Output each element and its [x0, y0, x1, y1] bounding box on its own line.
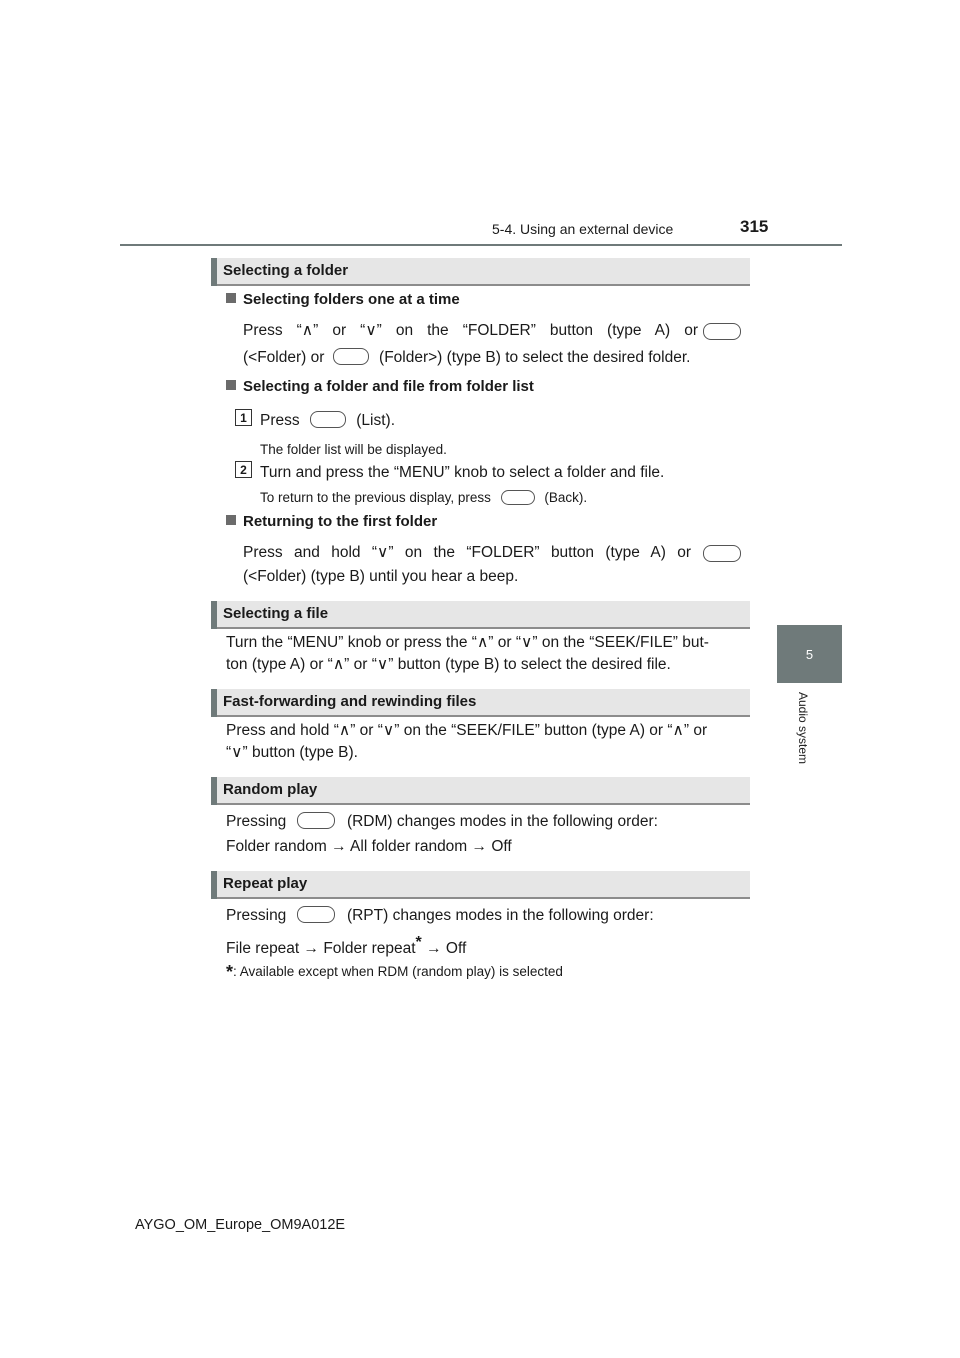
step-number: 1	[235, 409, 252, 426]
rpt-button-icon	[297, 906, 335, 923]
section-title: Selecting a folder	[223, 262, 349, 279]
section-title: Selecting a file	[223, 605, 329, 622]
page-number: 315	[740, 217, 769, 236]
chapter-tab	[777, 625, 842, 683]
chapter-number: 5	[805, 646, 814, 662]
subheading-return-first-folder: Returning to the first folder	[226, 513, 437, 530]
footnote: *: Available except when RDM (random play) is selected	[226, 962, 563, 982]
back-button-icon	[501, 490, 535, 505]
folder-forward-button-icon	[333, 348, 369, 365]
square-bullet-icon	[226, 380, 236, 390]
paragraph-line: (<Folder) (type B) until you hear a beep.	[243, 568, 519, 585]
header-divider	[120, 244, 842, 246]
list-button-icon	[310, 411, 346, 428]
paragraph-line: Folder random → All folder random → Off	[226, 838, 512, 855]
paragraph-line: File repeat → Folder repeat* → Off	[226, 934, 467, 957]
section-heading-repeat-play	[211, 871, 750, 899]
section-title: Fast-forwarding and rewinding files	[223, 693, 477, 710]
chapter-title: Audio system	[796, 692, 810, 765]
subheading-folder-list: Selecting a folder and file from folder list	[226, 378, 534, 395]
paragraph-line: “∨” button (type B).	[226, 744, 358, 761]
folder-back-button-icon	[703, 545, 741, 562]
section-title: Random play	[223, 781, 318, 798]
section-heading-fast-forward	[211, 689, 750, 717]
section-heading-random-play	[211, 777, 750, 805]
paragraph-line: Turn the “MENU” knob or press the “∧” or “∨” on the “SEEK/FILE” but-	[226, 634, 709, 651]
paragraph-line: Press and hold “∨” on the “FOLDER” button (type A) or	[243, 544, 691, 561]
step-text: Turn and press the “MENU” knob to select a folder and file.	[260, 464, 665, 481]
paragraph-line: Pressing (RPT) changes modes in the following order:	[226, 907, 654, 924]
section-heading-selecting-file	[211, 601, 750, 629]
paragraph-line: (<Folder) or (Folder>) (type B) to select the desired folder.	[243, 349, 691, 366]
paragraph-line: Press and hold “∧” or “∨” on the “SEEK/FILE” button (type A) or “∧” or	[226, 722, 708, 739]
paragraph-line: ton (type A) or “∧” or “∨” button (type B) to select the desired file.	[226, 656, 671, 673]
rdm-button-icon	[297, 812, 335, 829]
subheading-folders-one-at-a-time: Selecting folders one at a time	[226, 291, 460, 308]
document-code: AYGO_OM_Europe_OM9A012E	[135, 1217, 346, 1233]
paragraph-line: Pressing (RDM) changes modes in the following order:	[226, 813, 658, 830]
square-bullet-icon	[226, 293, 236, 303]
section-title: Repeat play	[223, 875, 308, 892]
running-header-section: 5-4. Using an external device	[492, 221, 674, 237]
step-note: To return to the previous display, press (Back).	[260, 490, 588, 505]
section-heading-selecting-folder	[211, 258, 750, 286]
asterisk-mark: *	[415, 934, 422, 951]
folder-up-button-icon	[703, 323, 741, 340]
footnote-asterisk: *	[226, 962, 234, 982]
step-text: Press (List).	[260, 412, 395, 429]
step-number: 2	[235, 461, 252, 478]
step-note: The folder list will be displayed.	[260, 442, 447, 457]
paragraph-line: Press “∧” or “∨” on the “FOLDER” button (type A) or	[243, 322, 698, 339]
square-bullet-icon	[226, 515, 236, 525]
